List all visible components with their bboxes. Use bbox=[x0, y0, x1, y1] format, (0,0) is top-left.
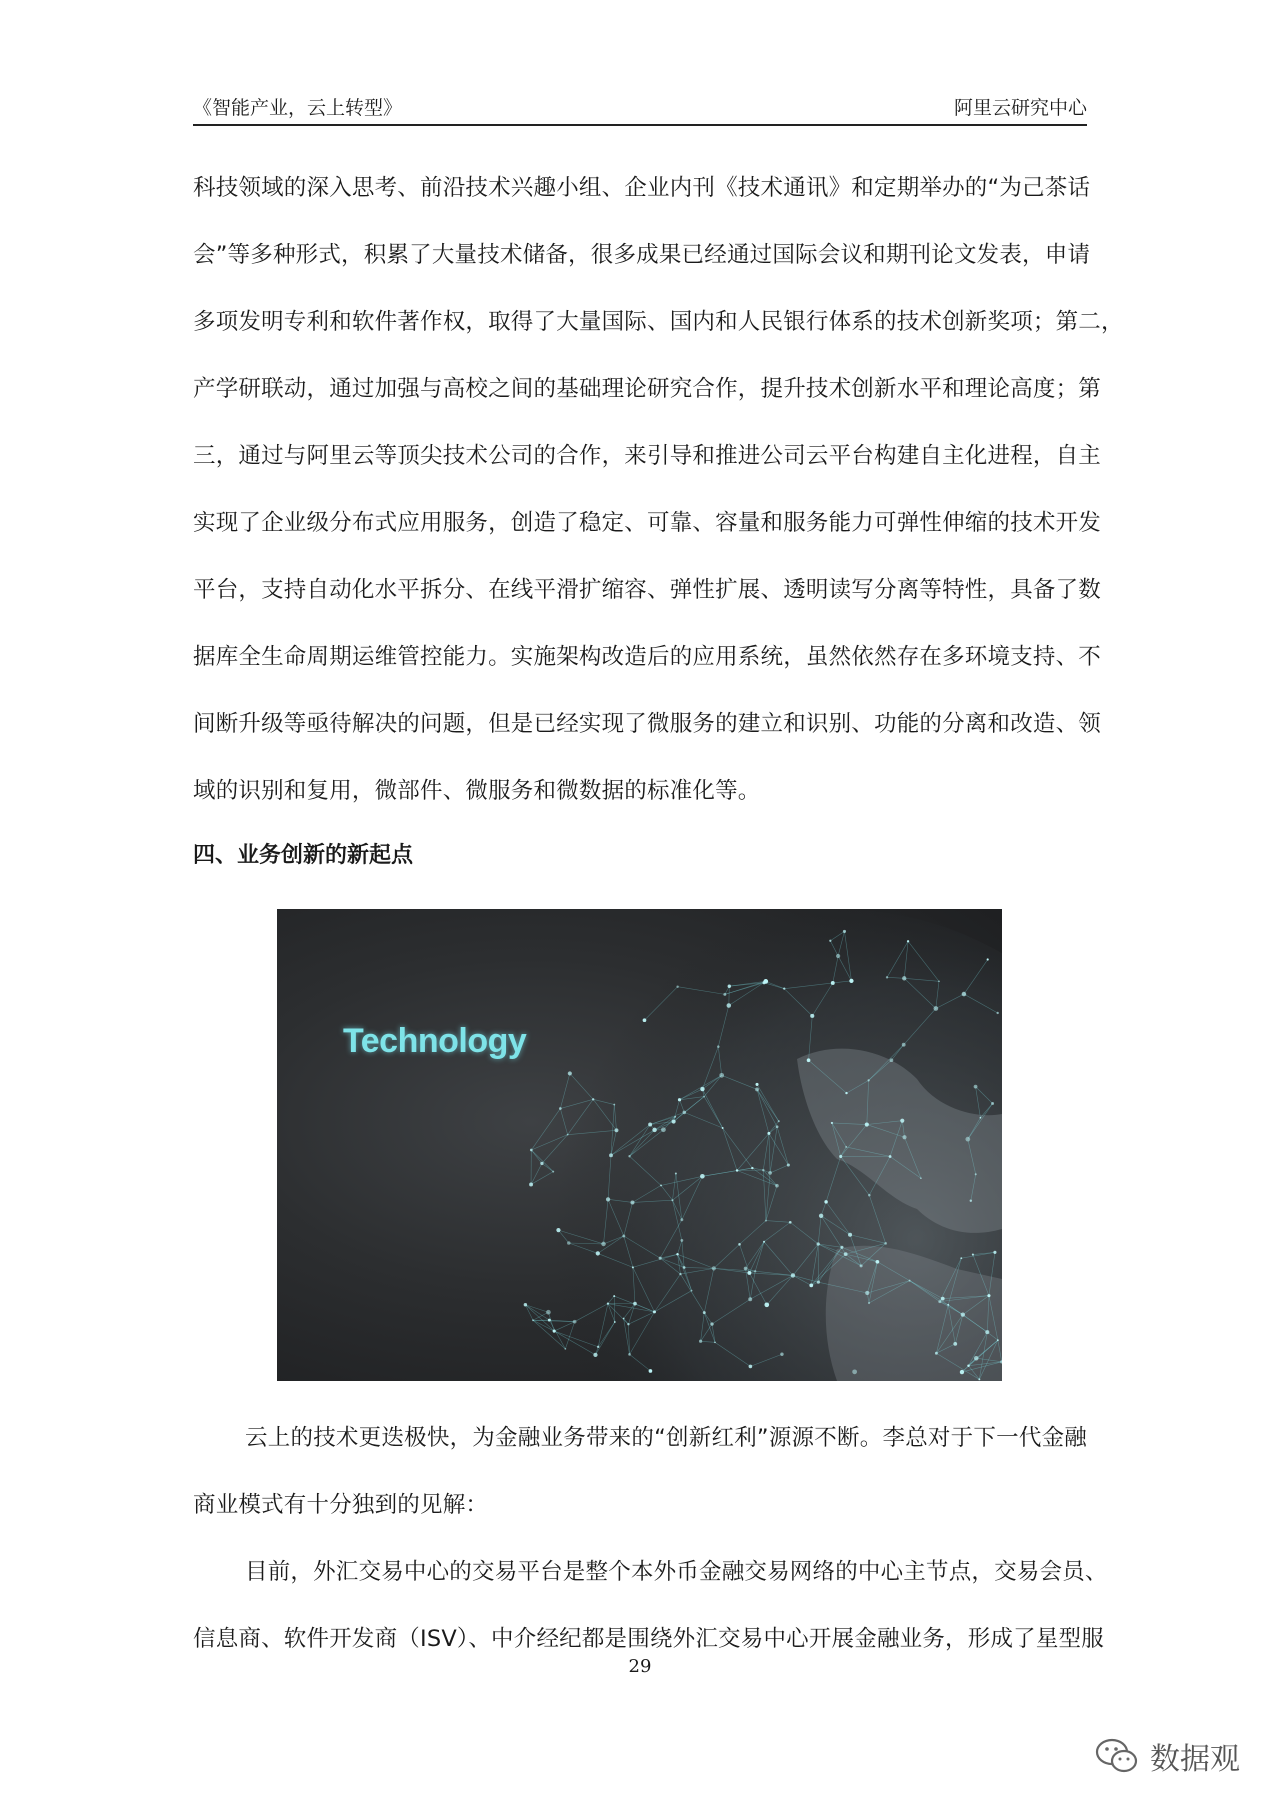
network-node bbox=[553, 1330, 556, 1333]
network-node bbox=[848, 1233, 852, 1237]
text-line: 实现了企业级分布式应用服务，创造了稳定、可靠、容量和服务能力可弹性伸缩的技术开发 bbox=[193, 510, 1102, 536]
text-line: 间断升级等亟待解决的问题，但是已经实现了微服务的建立和识别、功能的分离和改造、领 bbox=[193, 711, 1102, 737]
network-node bbox=[552, 1171, 554, 1173]
network-node bbox=[876, 1260, 880, 1264]
text-line: 平台，支持自动化水平拆分、在线平滑扩缩容、弹性扩展、透明读写分离等特性，具备了数 bbox=[193, 577, 1102, 603]
network-node bbox=[613, 1104, 615, 1106]
watermark-text: 数据观 bbox=[1150, 1742, 1240, 1777]
text-line: 多项发明专利和软件著作权，取得了大量国际、国内和人民银行体系的技术创新奖项；第二， bbox=[193, 309, 1124, 335]
network-node bbox=[703, 1096, 705, 1098]
network-node bbox=[831, 981, 835, 985]
network-node bbox=[889, 1155, 892, 1158]
network-node bbox=[722, 1127, 724, 1129]
network-node bbox=[829, 940, 831, 942]
network-node bbox=[809, 1284, 813, 1288]
network-node bbox=[623, 1318, 625, 1320]
network-node bbox=[909, 1280, 911, 1282]
network-node bbox=[890, 1058, 894, 1062]
network-node bbox=[787, 1163, 790, 1166]
network-node bbox=[933, 1006, 938, 1011]
network-node bbox=[817, 1281, 820, 1284]
network-node bbox=[719, 1073, 724, 1078]
network-node bbox=[606, 1197, 610, 1201]
network-node bbox=[978, 1378, 980, 1380]
network-node bbox=[967, 1364, 969, 1366]
text-line: 云上的技术更迭极快，为金融业务带来的“创新红利”源源不断。李总对于下一代金融 bbox=[245, 1425, 1087, 1451]
network-node bbox=[524, 1303, 527, 1306]
network-node bbox=[938, 1300, 941, 1303]
network-node bbox=[597, 1346, 599, 1348]
network-globe-graphic bbox=[277, 909, 1002, 1381]
network-node bbox=[593, 1353, 597, 1357]
network-node bbox=[765, 1220, 767, 1222]
network-node bbox=[710, 1322, 713, 1325]
network-node bbox=[678, 1098, 681, 1101]
network-node bbox=[791, 1273, 795, 1277]
network-node bbox=[660, 1184, 662, 1186]
network-node bbox=[682, 1111, 686, 1115]
text-line: 产学研联动，通过加强与高校之间的基础理论研究合作，提升技术创新水平和理论高度；第 bbox=[193, 376, 1102, 402]
text-line: 科技领域的深入思考、前沿技术兴趣小组、企业内刊《技术通讯》和定期举办的“为己茶话 bbox=[193, 175, 1091, 201]
network-node bbox=[691, 1290, 693, 1292]
network-node bbox=[961, 1312, 965, 1316]
paragraph-technology-reserves bbox=[193, 155, 1124, 825]
network-node bbox=[659, 1257, 662, 1260]
page-number: 29 bbox=[628, 1656, 652, 1677]
network-node bbox=[960, 1370, 964, 1374]
network-node bbox=[907, 940, 909, 942]
paragraph-innovation-dividend bbox=[193, 1405, 1087, 1539]
text-line: 会”等多种形式，积累了大量技术储备，很多成果已经通过国际会议和期刊论文发表，申请 bbox=[193, 242, 1091, 268]
network-node bbox=[991, 1102, 994, 1105]
network-node bbox=[763, 1241, 765, 1243]
network-node bbox=[548, 1319, 551, 1322]
network-node bbox=[987, 1294, 990, 1297]
network-node bbox=[810, 1014, 814, 1018]
running-header bbox=[193, 90, 1087, 126]
network-node bbox=[632, 1266, 634, 1268]
network-node bbox=[886, 976, 888, 978]
network-node bbox=[778, 1120, 780, 1122]
network-node bbox=[987, 958, 989, 960]
network-node bbox=[649, 1369, 653, 1373]
header-publisher: 阿里云研究中心 bbox=[953, 97, 1087, 119]
network-node bbox=[676, 1253, 678, 1255]
network-node bbox=[836, 954, 840, 958]
header-book-title: 《智能产业，云上转型》 bbox=[193, 97, 403, 119]
network-node bbox=[817, 1242, 820, 1245]
network-node bbox=[807, 1058, 811, 1062]
network-node bbox=[824, 1200, 827, 1203]
text-line: 信息商、软件开发商（ISV）、中介经纪都是围绕外汇交易中心开展金融业务，形成了星型服 bbox=[193, 1626, 1104, 1652]
network-node bbox=[674, 1116, 676, 1118]
network-node bbox=[900, 1119, 904, 1123]
network-node bbox=[738, 1243, 741, 1246]
network-node bbox=[764, 1302, 769, 1307]
network-node bbox=[845, 1146, 847, 1148]
network-node bbox=[974, 1085, 978, 1089]
network-node bbox=[556, 1228, 560, 1232]
network-node bbox=[965, 1137, 970, 1142]
network-node bbox=[627, 1323, 629, 1325]
network-node bbox=[763, 981, 766, 984]
network-node bbox=[712, 1266, 716, 1270]
network-node bbox=[747, 1271, 751, 1275]
network-node bbox=[980, 1117, 982, 1119]
network-node bbox=[776, 1125, 779, 1128]
watermark bbox=[1094, 1734, 1240, 1778]
network-node bbox=[839, 1155, 842, 1158]
network-node bbox=[865, 1122, 869, 1126]
technology-label: Technology bbox=[343, 1022, 527, 1060]
network-node bbox=[748, 1297, 752, 1301]
network-node bbox=[671, 1199, 673, 1201]
network-node bbox=[755, 1083, 758, 1086]
network-node bbox=[843, 930, 846, 933]
network-node bbox=[840, 1246, 843, 1249]
network-node bbox=[974, 1356, 979, 1361]
network-node bbox=[993, 1251, 996, 1254]
network-node bbox=[607, 1303, 609, 1305]
network-node bbox=[762, 1169, 765, 1172]
network-node bbox=[727, 1003, 732, 1008]
network-node bbox=[628, 1155, 630, 1157]
network-node bbox=[972, 1254, 974, 1256]
network-node bbox=[700, 1174, 705, 1179]
network-node bbox=[728, 985, 731, 988]
network-node bbox=[652, 1128, 657, 1133]
network-node bbox=[789, 1221, 792, 1224]
network-node bbox=[775, 1184, 779, 1188]
network-node bbox=[960, 1257, 962, 1259]
network-node bbox=[614, 1321, 616, 1323]
network-node bbox=[852, 1369, 857, 1374]
network-node bbox=[559, 1107, 562, 1110]
network-node bbox=[736, 1169, 738, 1171]
network-node bbox=[780, 1353, 783, 1356]
network-node bbox=[680, 1239, 683, 1242]
section-heading: 四、业务创新的新起点 bbox=[193, 843, 414, 868]
network-node bbox=[819, 1214, 823, 1218]
network-node bbox=[902, 1043, 906, 1047]
technology-globe-image bbox=[277, 909, 1002, 1381]
network-node bbox=[755, 1088, 759, 1092]
network-node bbox=[567, 1134, 569, 1136]
network-node bbox=[860, 1264, 863, 1267]
network-node bbox=[633, 1302, 637, 1306]
network-node bbox=[953, 1342, 957, 1346]
text-line: 据库全生命周期运维管控能力。实施架构改造后的应用系统，虽然依然存在多环境支持、不 bbox=[193, 644, 1102, 670]
network-node bbox=[683, 1266, 686, 1269]
network-node bbox=[601, 1242, 606, 1247]
network-node bbox=[675, 1172, 677, 1174]
network-node bbox=[564, 1348, 566, 1350]
network-node bbox=[749, 1365, 753, 1369]
network-node bbox=[622, 1235, 625, 1238]
network-node bbox=[573, 1320, 577, 1324]
network-node bbox=[783, 988, 785, 990]
text-line: 三，通过与阿里云等顶尖技术公司的合作，来引导和推进公司云平台构建自主化进程，自主 bbox=[193, 443, 1102, 469]
network-node bbox=[700, 1087, 704, 1091]
network-node bbox=[845, 1092, 847, 1094]
network-node bbox=[532, 1319, 534, 1321]
network-node bbox=[530, 1149, 533, 1152]
network-node bbox=[831, 1122, 833, 1124]
network-node bbox=[630, 1200, 634, 1204]
network-node bbox=[920, 1177, 922, 1179]
network-node bbox=[546, 1310, 551, 1315]
wechat-icon bbox=[1094, 1736, 1140, 1776]
network-node bbox=[676, 986, 678, 988]
network-node bbox=[672, 1119, 676, 1123]
network-node bbox=[844, 1252, 848, 1256]
network-node bbox=[744, 1267, 748, 1271]
network-node bbox=[902, 1135, 906, 1139]
network-node bbox=[868, 1079, 870, 1081]
network-node bbox=[997, 1339, 999, 1341]
network-node bbox=[529, 1183, 533, 1187]
network-node bbox=[941, 1297, 945, 1301]
network-node bbox=[996, 1012, 998, 1014]
network-node bbox=[699, 1340, 702, 1343]
network-node bbox=[754, 1270, 756, 1272]
network-node bbox=[868, 1194, 871, 1197]
network-node bbox=[962, 992, 967, 997]
network-node bbox=[938, 980, 940, 982]
network-node bbox=[849, 979, 853, 983]
network-node bbox=[613, 1295, 615, 1297]
network-node bbox=[768, 1171, 772, 1175]
network-node bbox=[592, 1098, 594, 1100]
text-line: 商业模式有十分独到的见解： bbox=[193, 1492, 489, 1518]
network-node bbox=[884, 1242, 887, 1245]
text-line: 目前，外汇交易中心的交易平台是整个本外币金融交易网络的中心主节点，交易会员、 bbox=[245, 1559, 1108, 1585]
network-node bbox=[628, 1353, 631, 1356]
network-node bbox=[868, 1302, 870, 1304]
network-node bbox=[947, 1304, 949, 1306]
network-node bbox=[679, 1273, 681, 1275]
network-node bbox=[643, 1018, 647, 1022]
network-node bbox=[767, 1132, 770, 1135]
text-line: 域的识别和复用，微部件、微服务和微数据的标准化等。 bbox=[193, 778, 761, 804]
network-node bbox=[970, 1200, 972, 1202]
network-node bbox=[703, 1311, 706, 1314]
network-node bbox=[717, 1045, 720, 1048]
network-node bbox=[540, 1162, 543, 1165]
network-node bbox=[596, 1251, 600, 1255]
network-node bbox=[975, 1173, 977, 1175]
network-node bbox=[723, 993, 726, 996]
network-node bbox=[935, 1352, 938, 1355]
network-node bbox=[568, 1071, 572, 1075]
network-node bbox=[865, 1291, 869, 1295]
network-node bbox=[653, 1310, 656, 1313]
network-node bbox=[680, 1218, 683, 1221]
network-node bbox=[567, 1241, 571, 1245]
network-node bbox=[648, 1123, 652, 1127]
network-node bbox=[902, 976, 906, 980]
network-node bbox=[985, 1330, 989, 1334]
network-node bbox=[751, 1167, 753, 1169]
network-node bbox=[661, 1127, 666, 1132]
network-node bbox=[614, 1128, 618, 1132]
network-node bbox=[714, 1342, 716, 1344]
paragraph-trading-platform bbox=[193, 1539, 1108, 1673]
network-node bbox=[609, 1153, 613, 1157]
